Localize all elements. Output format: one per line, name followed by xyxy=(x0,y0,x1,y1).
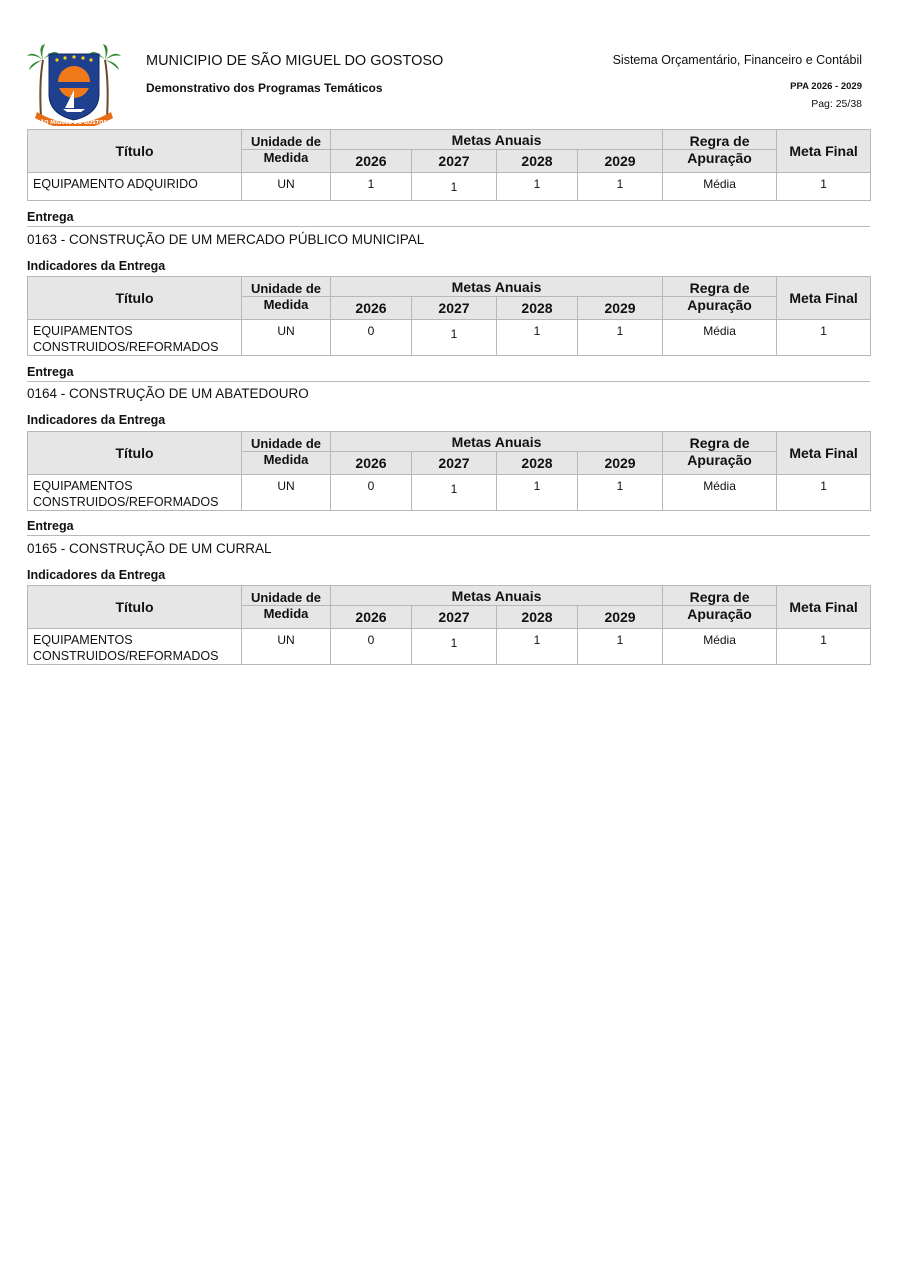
entrega-name: 0163 - CONSTRUÇÃO DE UM MERCADO PÚBLICO MUNICIPAL xyxy=(27,232,425,247)
col-year-header: 2027 xyxy=(412,452,497,475)
col-year-header: 2028 xyxy=(497,452,578,475)
cell-unidade: UN xyxy=(242,320,331,356)
entrega-label: Entrega xyxy=(27,365,74,379)
table-row xyxy=(28,320,871,356)
col-regra-header: Regra de xyxy=(663,432,777,452)
cell-titulo-line-1: EQUIPAMENTOS xyxy=(33,633,133,647)
col-unidade-header: Unidade de xyxy=(242,586,331,606)
cell-2029: 1 xyxy=(578,475,663,511)
cell-meta-final: 1 xyxy=(777,320,871,356)
table-row xyxy=(28,173,871,201)
indicadores-label: Indicadores da Entrega xyxy=(27,568,166,582)
col-unidade-header-2: Medida xyxy=(242,297,331,320)
col-metas-header: Metas Anuais xyxy=(331,277,663,297)
col-unidade-header-2: Medida xyxy=(242,606,331,629)
municipal-coat-of-arms-logo xyxy=(27,42,121,126)
col-metas-header: Metas Anuais xyxy=(331,586,663,606)
municipality-name: MUNICIPIO DE SÃO MIGUEL DO GOSTOSO xyxy=(146,53,444,69)
col-year-header: 2028 xyxy=(497,150,578,173)
col-unidade-header-2: Medida xyxy=(242,452,331,475)
cell-titulo-line-1: EQUIPAMENTOS xyxy=(33,479,133,493)
cell-2029: 1 xyxy=(578,173,663,201)
cell-2028: 1 xyxy=(497,320,578,356)
col-regra-header-2: Apuração xyxy=(663,297,777,320)
cell-2026: 1 xyxy=(331,173,412,201)
col-year-header: 2027 xyxy=(412,297,497,320)
indicadores-label: Indicadores da Entrega xyxy=(27,259,166,273)
cell-2027: 1 xyxy=(412,173,497,201)
cell-2027: 1 xyxy=(412,320,497,356)
col-meta-final-header: Meta Final xyxy=(777,277,871,320)
cell-2028: 1 xyxy=(497,629,578,665)
cell-meta-final: 1 xyxy=(777,173,871,201)
report-subtitle: Demonstrativo dos Programas Temáticos xyxy=(146,81,383,95)
cell-titulo-line-2: CONSTRUIDOS/REFORMADOS xyxy=(33,340,219,354)
col-meta-final-header: Meta Final xyxy=(777,586,871,629)
col-year-header: 2029 xyxy=(578,150,663,173)
cell-unidade: UN xyxy=(242,173,331,201)
table-row xyxy=(28,629,871,665)
col-year-header: 2027 xyxy=(412,606,497,629)
col-titulo-header: Título xyxy=(28,432,242,475)
entrega-name: 0164 - CONSTRUÇÃO DE UM ABATEDOURO xyxy=(27,386,309,401)
page-number: Pag: 25/38 xyxy=(811,98,862,110)
col-year-header: 2029 xyxy=(578,297,663,320)
cell-regra: Média xyxy=(663,629,777,665)
cell-2029: 1 xyxy=(578,629,663,665)
col-meta-final-header: Meta Final xyxy=(777,432,871,475)
col-metas-header: Metas Anuais xyxy=(331,130,663,150)
cell-titulo xyxy=(28,320,242,356)
col-titulo-header: Título xyxy=(28,277,242,320)
indicators-table xyxy=(27,129,871,201)
table-row xyxy=(28,475,871,511)
cell-titulo-line-1: EQUIPAMENTOS xyxy=(33,324,133,338)
col-year-header: 2026 xyxy=(331,606,412,629)
col-year-header: 2026 xyxy=(331,150,412,173)
cell-regra: Média xyxy=(663,475,777,511)
col-unidade-header: Unidade de xyxy=(242,130,331,150)
svg-text:SÃO MIGUEL DO GOSTOSO: SÃO MIGUEL DO GOSTOSO xyxy=(36,120,112,126)
page-header xyxy=(0,0,900,130)
cell-meta-final: 1 xyxy=(777,475,871,511)
col-metas-header: Metas Anuais xyxy=(331,432,663,452)
cell-titulo-line-2: CONSTRUIDOS/REFORMADOS xyxy=(33,495,219,509)
cell-2026: 0 xyxy=(331,475,412,511)
divider xyxy=(27,226,870,227)
cell-meta-final: 1 xyxy=(777,629,871,665)
ppa-period: PPA 2026 - 2029 xyxy=(790,81,862,92)
col-year-header: 2027 xyxy=(412,150,497,173)
col-year-header: 2026 xyxy=(331,452,412,475)
system-name: Sistema Orçamentário, Financeiro e Contábil xyxy=(612,53,862,67)
col-year-header: 2028 xyxy=(497,606,578,629)
entrega-label: Entrega xyxy=(27,519,74,533)
cell-titulo: EQUIPAMENTO ADQUIRIDO xyxy=(28,173,242,201)
col-regra-header: Regra de xyxy=(663,586,777,606)
cell-regra: Média xyxy=(663,320,777,356)
indicators-table xyxy=(27,585,871,665)
cell-2027: 1 xyxy=(412,475,497,511)
entrega-label: Entrega xyxy=(27,210,74,224)
col-regra-header: Regra de xyxy=(663,277,777,297)
col-meta-final-header: Meta Final xyxy=(777,130,871,173)
cell-titulo xyxy=(28,629,242,665)
col-regra-header-2: Apuração xyxy=(663,606,777,629)
col-year-header: 2029 xyxy=(578,606,663,629)
divider xyxy=(27,535,870,536)
cell-2026: 0 xyxy=(331,629,412,665)
divider xyxy=(27,381,870,382)
cell-regra: Média xyxy=(663,173,777,201)
col-unidade-header: Unidade de xyxy=(242,277,331,297)
col-year-header: 2026 xyxy=(331,297,412,320)
indicators-table xyxy=(27,431,871,511)
col-year-header: 2028 xyxy=(497,297,578,320)
col-unidade-header-2: Medida xyxy=(242,150,331,173)
cell-2028: 1 xyxy=(497,173,578,201)
col-unidade-header: Unidade de xyxy=(242,432,331,452)
cell-titulo-line-2: CONSTRUIDOS/REFORMADOS xyxy=(33,649,219,663)
cell-2028: 1 xyxy=(497,475,578,511)
cell-unidade: UN xyxy=(242,475,331,511)
col-regra-header: Regra de xyxy=(663,130,777,150)
indicators-table xyxy=(27,276,871,356)
cell-titulo xyxy=(28,475,242,511)
cell-2029: 1 xyxy=(578,320,663,356)
entrega-name: 0165 - CONSTRUÇÃO DE UM CURRAL xyxy=(27,541,272,556)
col-titulo-header: Título xyxy=(28,130,242,173)
cell-unidade: UN xyxy=(242,629,331,665)
indicadores-label: Indicadores da Entrega xyxy=(27,413,166,427)
cell-2027: 1 xyxy=(412,629,497,665)
col-year-header: 2029 xyxy=(578,452,663,475)
col-regra-header-2: Apuração xyxy=(663,452,777,475)
cell-2026: 0 xyxy=(331,320,412,356)
col-titulo-header: Título xyxy=(28,586,242,629)
col-regra-header-2: Apuração xyxy=(663,150,777,173)
